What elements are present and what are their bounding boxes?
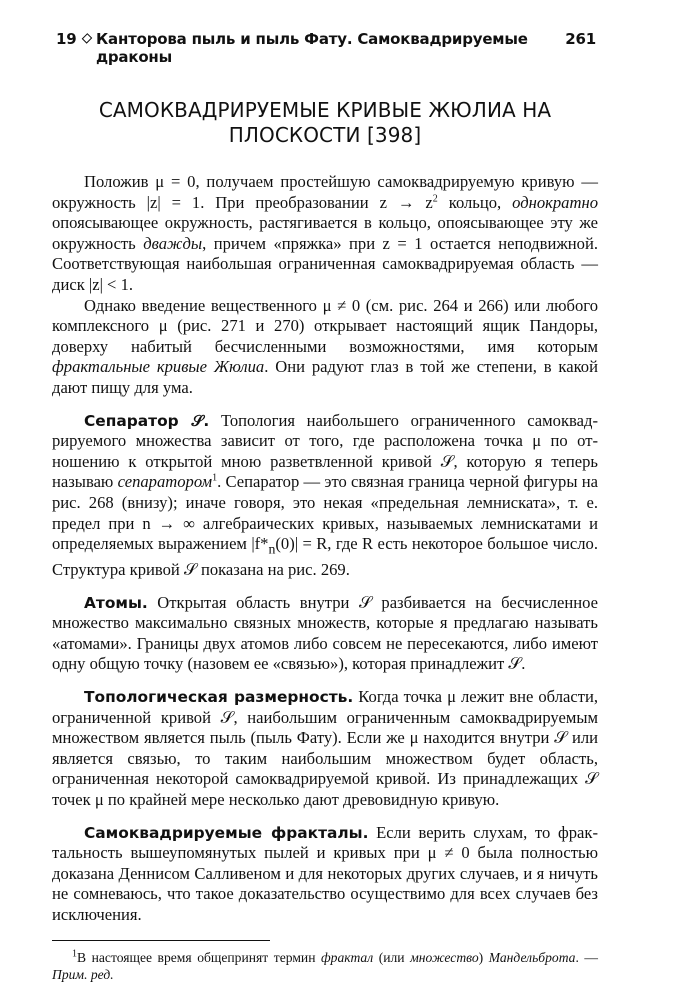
paragraph-heading: Атомы.: [84, 593, 148, 612]
running-head-left: [56, 30, 565, 66]
section-title: САМОКВАДРИРУЕМЫЕ КРИВЫЕ ЖЮЛИА НА ПЛОСКОСТИ [398]: [98, 98, 552, 147]
footnote-marker[interactable]: 1: [212, 472, 218, 484]
footnote-text: В настоящее время общепринят термин: [77, 949, 322, 965]
paragraph-text: Топология наибольшего ограниченного самоквадрируемого множества зависит от того, где расположена точка μ по отношению к открытой мною разветвленной кривой 𝒮, которую я теперь называю: [52, 410, 598, 492]
chapter-number: 19: [56, 30, 77, 48]
paragraph-heading: Сепаратор 𝒮.: [84, 411, 210, 430]
paragraph-text: Однако введение вещественного μ ≠ 0 (см. рис. 264 и 266) или любого комплексного μ (рис. 271 и 270) открывает настоящий ящик Пандоры, доверху набитый бесчисленными возможностями, имя которым: [52, 295, 598, 356]
italic-text: множество: [410, 949, 479, 965]
italic-text: однократно: [512, 192, 598, 212]
chapter-title: Канторова пыль и пыль Фату. Самоквадрируемые драконы: [95, 30, 528, 66]
italic-text: Прим. ред.: [52, 966, 114, 982]
italic-text: фрактал: [321, 949, 374, 965]
italic-text: сепаратором: [117, 472, 213, 492]
italic-text: Мандельброта: [488, 949, 576, 965]
page-number: 261: [565, 30, 596, 48]
paragraph-text: (0)| = R, где R есть некоторое большое число. Структура кривой 𝒮 показана на рис. 269.: [52, 534, 598, 579]
paragraph-text: Положив μ = 0, получаем простейшую самоквадрируемую кривую — окружность |z| = 1. При преобразовании z → z: [52, 172, 598, 212]
paragraph-2: [52, 296, 598, 399]
subscript: n: [268, 541, 276, 557]
footnote-number: 1: [72, 947, 77, 959]
paragraph-text: Если верить слухам, то фрактальность вышеупомянутых пылей и кривых при μ ≠ 0 была полностью доказана Деннисом Салливеном и для некоторых других случаев, и я ничуть не сомневаюсь, что такое доказательство осуществимо для всех случаев без исключения.: [52, 822, 598, 924]
paragraph-self-squaring-fractals: [52, 823, 598, 926]
paragraph-topological-dimension: [52, 687, 598, 811]
paragraph-1: [52, 172, 598, 296]
paragraph-text: Открытая область внутри 𝒮 разбивается на бесчисленное множество максимально связных множеств, которые я предлагаю называть «атомами». Границы двух атомов либо совсем не пересекаются, либо имеют одну общую точку (назовем ее «связью»), которая принадлежит 𝒮.: [52, 592, 598, 674]
paragraph-separator: [52, 411, 598, 581]
footnote-divider: [52, 940, 270, 941]
paragraph-heading: Топологическая размерность.: [84, 687, 354, 706]
paragraph-text: . Сепаратор — это связная граница черной фигуры на рис. 268 (внизу); иначе говоря, это некая «предельная лемниската», т. е. предел при n → ∞ алгебраических кривых, называемых лемнискатами и определяемых выражением |f*: [52, 472, 598, 554]
superscript: 2: [432, 193, 438, 205]
paragraph-atoms: [52, 593, 598, 675]
paragraph-text: кольцо,: [437, 192, 513, 212]
paragraph-text: Когда точка μ лежит вне области, ограниченной кривой 𝒮, наибольшим ограниченным самоквадрируемым множеством является пыль (пыль Фату). Если же μ находится внутри 𝒮 или является связью, то таким наибольшим множеством будет область, ограниченная некоторой самоквадрируемой кривой. Из принадлежащих 𝒮 точек μ по крайней мере несколько дают древовидную кривую.: [52, 686, 599, 809]
paragraph-text: , причем «пряжка» при z = 1 остается неподвижной. Соответствующая наибольшая ограниченная самоквадрируемая область — диск |z| < 1.: [52, 233, 599, 294]
footnote-text: ): [478, 949, 489, 965]
running-head: [56, 30, 596, 66]
italic-text: дважды: [143, 233, 203, 253]
italic-text: фрактальные кривые Жюлиа: [52, 357, 265, 377]
footnote-text: (или: [373, 949, 411, 965]
footnote-text: . —: [575, 949, 598, 965]
footnote: [52, 949, 598, 983]
diamond-icon: [82, 33, 93, 44]
paragraph-text: опоясывающее окружность, растягивается в кольцо, опоясывающее эту же окружность: [52, 213, 598, 253]
paragraph-heading: Самоквадрируемые фракталы.: [84, 823, 369, 842]
paragraph-text: . Они радуют глаз в той же степени, в какой дают пищу для ума.: [52, 357, 598, 397]
